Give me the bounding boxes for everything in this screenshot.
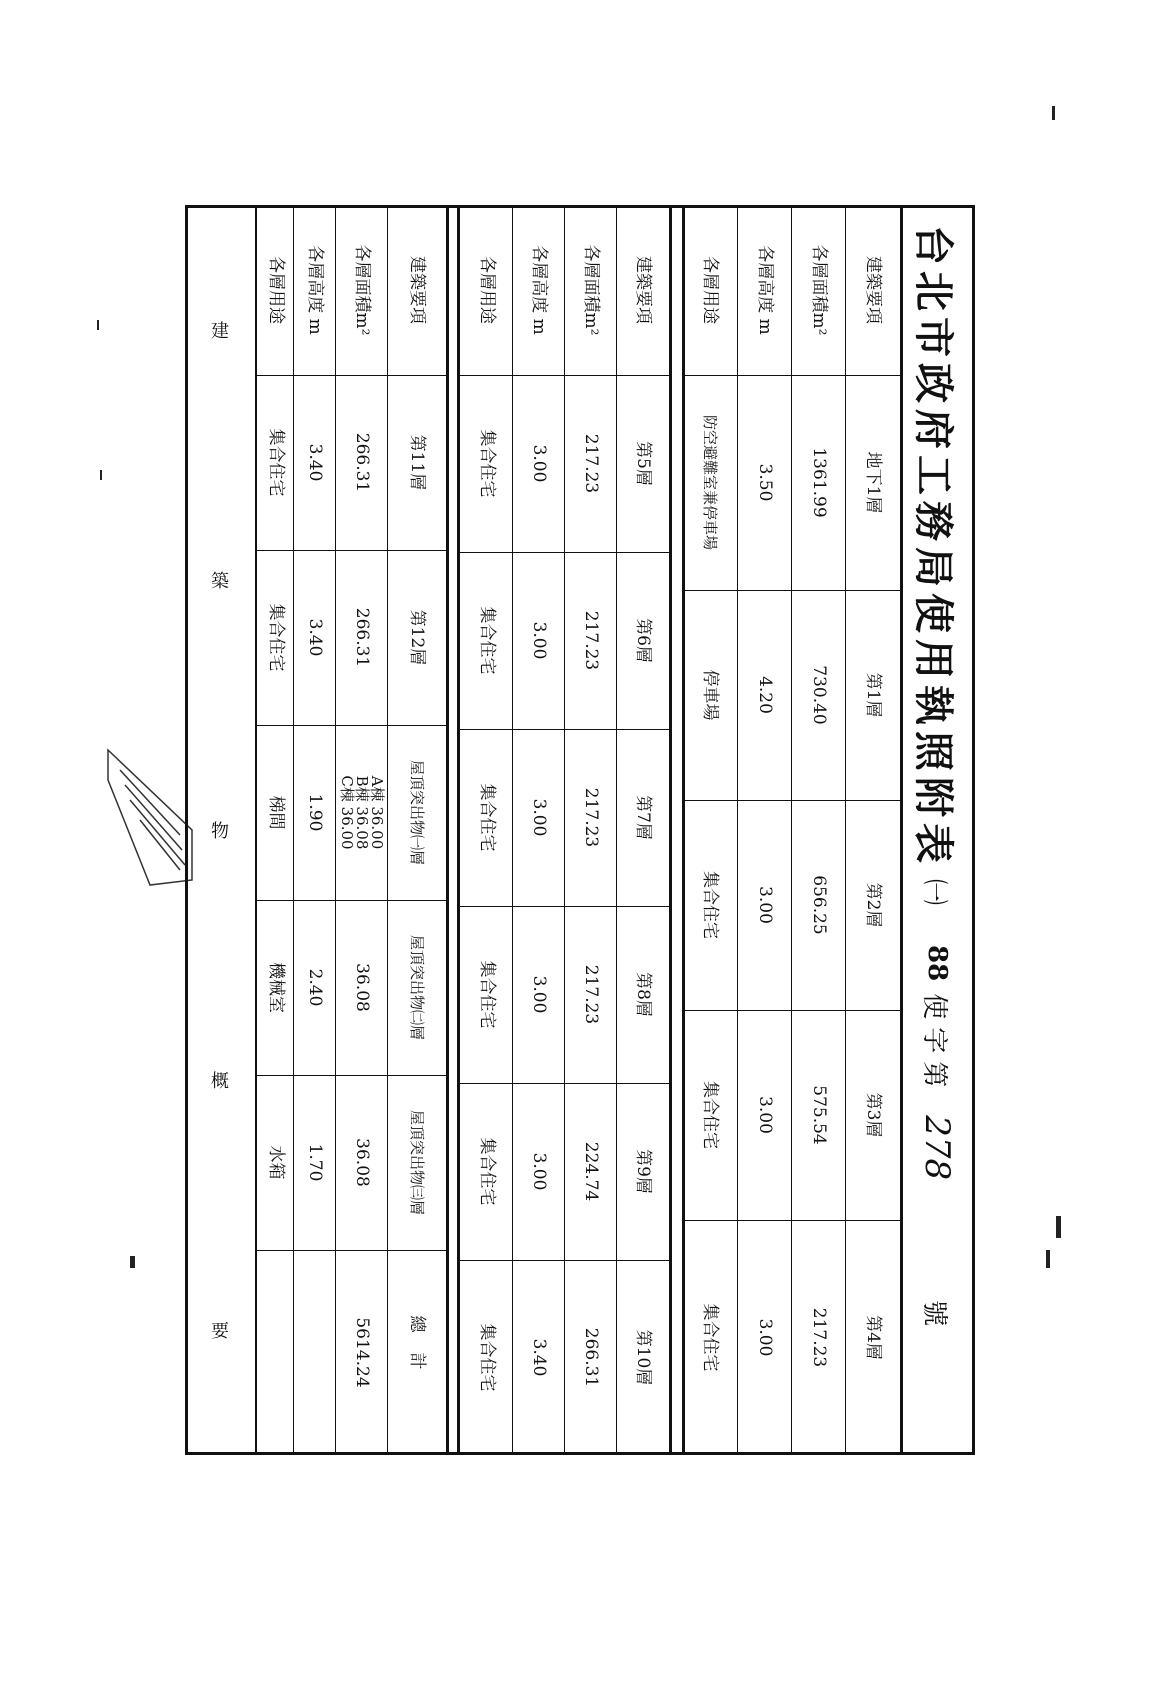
cell-area: 217.23: [564, 729, 617, 906]
cell-item: 第4層: [845, 1220, 900, 1455]
side-char: 物: [211, 821, 229, 842]
permit-number: 278: [917, 1115, 957, 1181]
side-char: 要: [211, 1321, 229, 1342]
permit-suffix: 號: [919, 1300, 950, 1327]
table-1-col: [682, 1010, 900, 1221]
cell-height: 3.00: [512, 729, 565, 906]
scan-speck: [97, 320, 99, 330]
row-header-area: 各層面積m²: [335, 205, 388, 375]
cell-item: 第6層: [616, 552, 669, 729]
cell-height: 3.00: [512, 1083, 565, 1260]
cell-height: [293, 1250, 336, 1455]
title-divider: [900, 205, 903, 1455]
cell-height: 3.40: [293, 375, 336, 550]
scan-speck: [100, 470, 102, 480]
cell-use: 防空避難室兼停車場: [701, 414, 720, 550]
table-3-col: [257, 1075, 446, 1251]
row-header-item: 建築要項: [387, 205, 446, 375]
cell-use: 集合住宅: [265, 603, 286, 672]
cell-item: 第3層: [845, 1010, 900, 1220]
cell-height: 3.00: [512, 906, 565, 1083]
cell-use: 集合住宅: [265, 428, 286, 497]
cell-item: 屋頂突出物㈡層: [387, 900, 446, 1075]
cell-area-line: C棟 36.00: [338, 775, 357, 850]
cell-area: 36.08: [335, 1075, 388, 1250]
table-3-col: [257, 375, 446, 551]
row-header-use: 各層用途: [265, 256, 286, 324]
cell-height: 1.70: [293, 1075, 336, 1250]
cell-use: 停車場: [700, 669, 721, 721]
table-2: [457, 205, 672, 1455]
title-sub: ㈠: [919, 879, 950, 906]
cell-area: 575.54: [791, 1010, 846, 1220]
side-char: 築: [211, 571, 229, 592]
cell-area: 36.08: [335, 900, 388, 1075]
cell-height: 1.90: [293, 725, 336, 900]
cell-height: 3.00: [737, 1010, 792, 1220]
cell-area-line: B棟 36.08: [353, 775, 372, 850]
cell-area: 217.23: [564, 552, 617, 729]
table-2-col: [460, 906, 669, 1084]
table-2-header-col: [460, 205, 669, 376]
cell-item: 第10層: [616, 1260, 669, 1455]
page-title: 台北市政府工務局使用執照附表: [910, 225, 958, 869]
cell-item: 第8層: [616, 906, 669, 1083]
cell-height: 3.00: [512, 375, 565, 552]
cell-area: 730.40: [791, 590, 846, 800]
cell-area: 217.23: [564, 906, 617, 1083]
cell-item: 屋頂突出物㈢層: [387, 1075, 446, 1250]
cell-area: 217.23: [791, 1220, 846, 1455]
cell-use: 集合住宅: [700, 871, 721, 939]
scan-speck: [1046, 1250, 1050, 1268]
table-3-col: [257, 550, 446, 726]
table-1: [682, 205, 900, 1455]
row-header-height: 各層高度 m: [512, 205, 565, 375]
table-2-col: [460, 729, 669, 907]
permit-document: [185, 205, 975, 1455]
table-1-col: [682, 375, 900, 591]
cell-use: 集合住宅: [476, 606, 497, 675]
table-2-col: [460, 375, 669, 553]
cell-height: 3.50: [737, 375, 792, 590]
cell-item: 第11層: [387, 375, 446, 550]
table-1-col: [682, 800, 900, 1011]
table-2-col: [460, 1260, 669, 1455]
row-header-height: 各層高度 m: [293, 205, 336, 375]
cell-area: 5614.24: [335, 1250, 388, 1455]
cell-area-line: A棟 36.00: [368, 775, 387, 850]
row-header-area: 各層面積m²: [791, 205, 846, 375]
scan-speck: [1052, 106, 1055, 120]
side-char: 建: [211, 321, 229, 342]
cell-item: 屋頂突出物㈠層: [387, 725, 446, 900]
cell-item: 地下1層: [845, 375, 900, 590]
cell-area: 656.25: [791, 800, 846, 1010]
cell-area: 266.31: [335, 375, 388, 550]
row-header-item: 建築要項: [616, 205, 669, 375]
cell-item: 第12層: [387, 550, 446, 725]
cell-item: 第9層: [616, 1083, 669, 1260]
title-block: [909, 225, 965, 1435]
cell-height: 4.20: [737, 590, 792, 800]
cell-item: 第1層: [845, 590, 900, 800]
row-header-height: 各層高度 m: [737, 205, 792, 375]
cell-use: 集合住宅: [700, 1303, 721, 1372]
cell-use: 集合住宅: [476, 1137, 497, 1206]
cell-area: 1361.99: [791, 375, 846, 590]
table-3-col: [257, 725, 446, 901]
table-3-header-col: [257, 205, 446, 376]
cell-use: 機械室: [265, 962, 286, 1013]
cell-area-multi: [335, 725, 388, 900]
table-2-col: [460, 1083, 669, 1261]
cell-use: 集合住宅: [700, 1081, 721, 1149]
cell-item: 第7層: [616, 729, 669, 906]
table-3-col: [257, 1250, 446, 1455]
cell-area: 217.23: [564, 375, 617, 552]
cell-height: 3.40: [293, 550, 336, 725]
side-label: [185, 205, 255, 1455]
cell-use: 集合住宅: [476, 429, 497, 498]
cell-height: 3.00: [512, 552, 565, 729]
scan-speck: [130, 1256, 135, 1268]
cell-height: 3.00: [737, 1220, 792, 1455]
table-1-col: [682, 1220, 900, 1455]
row-header-item: 建築要項: [845, 205, 900, 375]
table-2-col: [460, 552, 669, 730]
side-char: 概: [211, 1071, 229, 1092]
cell-height: 3.00: [737, 800, 792, 1010]
scan-speck: [1056, 1216, 1061, 1238]
table-1-header-col: [682, 205, 900, 376]
cell-height: 2.40: [293, 900, 336, 1075]
cell-item: 第2層: [845, 800, 900, 1010]
table-1-col: [682, 590, 900, 801]
cell-height: 3.40: [512, 1260, 565, 1455]
cell-item: 第5層: [616, 375, 669, 552]
cell-item: 總計: [387, 1250, 446, 1455]
permit-prefix: 使字第: [919, 993, 950, 1096]
rotated-document: [185, 205, 975, 1455]
cell-use: 梯間: [265, 795, 286, 830]
cell-use: 集合住宅: [476, 960, 497, 1029]
cell-use: 集合住宅: [476, 783, 497, 852]
table-3-col: [257, 900, 446, 1076]
row-header-use: 各層用途: [700, 256, 721, 324]
cell-use: 集合住宅: [476, 1323, 497, 1392]
permit-year: 88: [922, 945, 952, 982]
cell-area: 266.31: [335, 550, 388, 725]
table-3: [257, 205, 449, 1455]
cell-use: [257, 1250, 294, 1455]
row-header-use: 各層用途: [476, 256, 497, 324]
row-header-area: 各層面積m²: [564, 205, 617, 375]
cell-area: 266.31: [564, 1260, 617, 1455]
cell-area: 224.74: [564, 1083, 617, 1260]
cell-use: 水箱: [265, 1145, 286, 1180]
